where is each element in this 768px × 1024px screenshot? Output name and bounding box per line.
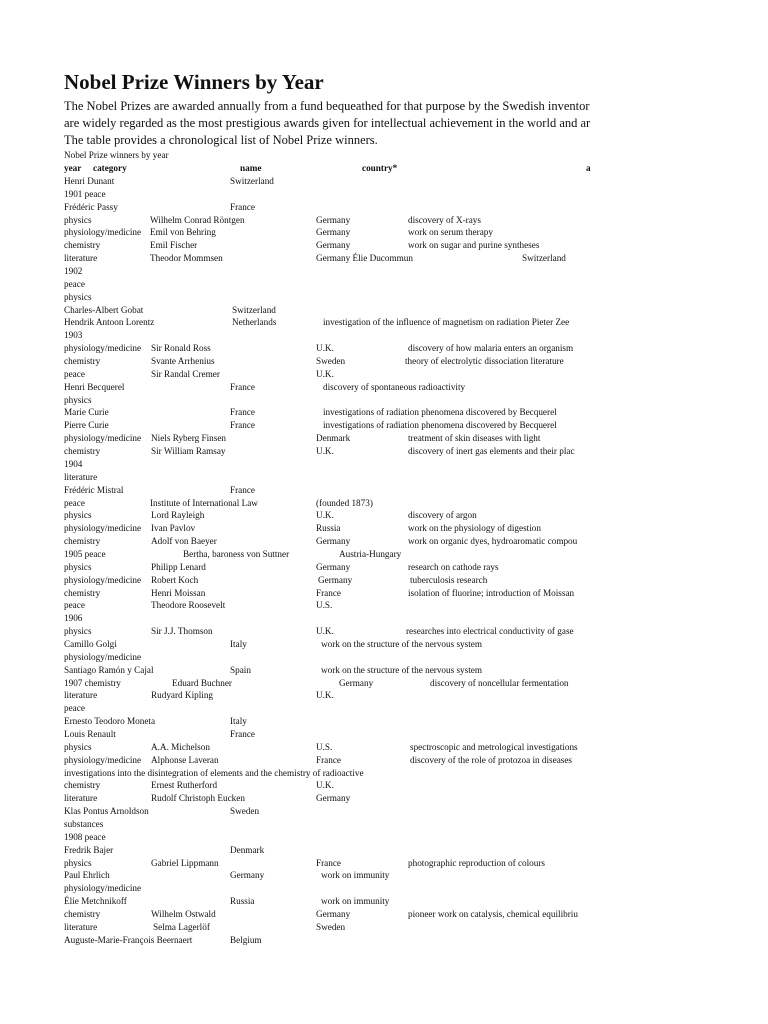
row-33-cell-1: Theodore Roosevelt bbox=[151, 600, 226, 611]
row-52-cell-1: Denmark bbox=[230, 844, 265, 855]
row-26-cell-2: U.K. bbox=[316, 510, 334, 521]
row-45-cell-1: Alphonse Laveran bbox=[151, 754, 219, 765]
row-7-cell-0: 1902 bbox=[64, 266, 83, 277]
row-53-cell-0: physics bbox=[64, 857, 92, 868]
row-57-cell-3: pioneer work on catalysis, chemical equilibriu bbox=[408, 909, 578, 920]
row-4-cell-0: physiology/medicine bbox=[64, 227, 142, 238]
row-13-cell-2: U.K. bbox=[316, 343, 334, 354]
row-5-cell-0: chemistry bbox=[64, 240, 101, 251]
row-17-cell-0: physics bbox=[64, 394, 92, 405]
row-39-cell-3: discovery of noncellular fermentation bbox=[430, 677, 569, 688]
row-5-cell-3: work on sugar and purine syntheses bbox=[408, 240, 540, 251]
row-28-cell-1: Adolf von Baeyer bbox=[151, 536, 217, 547]
row-24-cell-0: Frédéric Mistral bbox=[64, 484, 124, 495]
row-55-cell-0: physiology/medicine bbox=[64, 883, 142, 894]
row-26-cell-3: discovery of argon bbox=[408, 510, 477, 521]
row-39-cell-2: Germany bbox=[339, 677, 374, 688]
row-44-cell-1: A.A. Michelson bbox=[151, 741, 210, 752]
row-18-cell-0: Marie Curie bbox=[64, 407, 109, 418]
row-30-cell-1: Philipp Lenard bbox=[151, 561, 206, 572]
row-50-cell-0: substances bbox=[64, 819, 104, 829]
row-48-cell-0: literature bbox=[64, 793, 98, 804]
row-13-cell-0: physiology/medicine bbox=[64, 343, 142, 354]
row-38-cell-2: work on the structure of the nervous system bbox=[321, 664, 483, 675]
row-53-cell-2: France bbox=[316, 857, 341, 868]
row-47-cell-2: U.K. bbox=[316, 780, 334, 791]
row-25-cell-0: peace bbox=[64, 497, 85, 508]
row-31-cell-1: Robert Koch bbox=[151, 574, 199, 585]
row-19-cell-2: investigations of radiation phenomena discovered by Becquerel bbox=[323, 420, 557, 431]
row-36-cell-1: Italy bbox=[230, 638, 247, 649]
row-10-cell-0: Charles-Albert Gobat bbox=[64, 304, 144, 315]
row-57-cell-1: Wilhelm Ostwald bbox=[151, 909, 216, 920]
table-header-3: country* bbox=[362, 163, 398, 173]
row-25-cell-2: (founded 1873) bbox=[316, 497, 373, 508]
row-15-cell-0: peace bbox=[64, 368, 85, 379]
row-25-cell-1: Institute of International Law bbox=[150, 497, 258, 508]
row-51-cell-0: 1908 peace bbox=[64, 831, 106, 842]
row-43-cell-0: Louis Renault bbox=[64, 728, 116, 739]
row-31-cell-2: Germany bbox=[318, 574, 353, 585]
row-18-cell-2: investigations of radiation phenomena discovered by Becquerel bbox=[323, 407, 557, 418]
row-36-cell-2: work on the structure of the nervous system bbox=[321, 638, 483, 649]
row-28-cell-3: work on organic dyes, hydroaromatic compou bbox=[408, 536, 578, 547]
row-58-cell-2: Sweden bbox=[316, 921, 346, 932]
row-14-cell-2: Sweden bbox=[316, 356, 346, 367]
row-19-cell-0: Pierre Curie bbox=[64, 420, 109, 431]
row-47-cell-0: chemistry bbox=[64, 780, 101, 791]
row-31-cell-3: tuberculosis research bbox=[410, 574, 488, 585]
row-57-cell-0: chemistry bbox=[64, 909, 101, 920]
row-30-cell-3: research on cathode rays bbox=[408, 561, 499, 572]
row-29-cell-0: 1905 peace bbox=[64, 548, 106, 559]
row-30-cell-2: Germany bbox=[316, 561, 351, 572]
row-29-cell-1: Bertha, baroness von Suttner bbox=[183, 548, 290, 559]
row-44-cell-2: U.S. bbox=[316, 741, 333, 752]
row-42-cell-0: Ernesto Teodoro Moneta bbox=[64, 716, 156, 727]
row-26-cell-1: Lord Rayleigh bbox=[151, 510, 205, 521]
row-54-cell-2: work on immunity bbox=[321, 870, 390, 881]
row-36-cell-0: Camillo Golgi bbox=[64, 638, 117, 649]
row-57-cell-2: Germany bbox=[316, 909, 351, 920]
row-58-cell-0: literature bbox=[64, 921, 98, 932]
intro-line-2: are widely regarded as the most prestigious awards given for intellectual achievement in the world and ar bbox=[64, 116, 591, 130]
row-3-cell-1: Wilhelm Conrad Röntgen bbox=[150, 214, 245, 225]
row-45-cell-2: France bbox=[316, 754, 341, 765]
row-58-cell-1: Selma Lagerlöf bbox=[153, 921, 210, 932]
row-38-cell-0: Santiago Ramón y Cajal bbox=[64, 664, 154, 675]
page-title: Nobel Prize Winners by Year bbox=[64, 70, 324, 94]
row-40-cell-0: literature bbox=[64, 690, 98, 701]
row-21-cell-1: Sir William Ramsay bbox=[151, 446, 226, 457]
row-0-cell-1: Switzerland bbox=[230, 176, 274, 186]
row-49-cell-0: Klas Pontus Arnoldson bbox=[64, 806, 149, 817]
row-59-cell-1: Belgium bbox=[230, 934, 262, 945]
row-59-cell-0: Auguste-Marie-François Beernaert bbox=[64, 934, 193, 945]
row-5-cell-1: Emil Fischer bbox=[150, 240, 198, 251]
row-40-cell-1: Rudyard Kipling bbox=[151, 690, 214, 701]
row-33-cell-0: peace bbox=[64, 600, 85, 611]
row-9-cell-0: physics bbox=[64, 291, 92, 302]
row-53-cell-3: photographic reproduction of colours bbox=[408, 857, 546, 868]
row-11-cell-2: investigation of the influence of magnetism on radiation Pieter Zee bbox=[323, 317, 570, 328]
row-3-cell-3: discovery of X-rays bbox=[408, 214, 481, 225]
row-46-cell-0: investigations into the disintegration of elements and the chemistry of radioactive bbox=[64, 767, 364, 778]
row-12-cell-0: 1903 bbox=[64, 330, 83, 341]
table-header-4: a bbox=[586, 163, 591, 173]
row-26-cell-0: physics bbox=[64, 510, 92, 521]
row-22-cell-0: 1904 bbox=[64, 458, 83, 469]
row-28-cell-0: chemistry bbox=[64, 536, 101, 547]
row-31-cell-0: physiology/medicine bbox=[64, 574, 142, 585]
row-37-cell-0: physiology/medicine bbox=[64, 651, 142, 662]
row-44-cell-3: spectroscopic and metrological investigations bbox=[410, 741, 578, 752]
row-1-cell-0: 1901 peace bbox=[64, 188, 106, 199]
row-8-cell-0: peace bbox=[64, 278, 85, 289]
row-32-cell-0: chemistry bbox=[64, 587, 101, 598]
row-48-cell-2: Germany bbox=[316, 793, 351, 804]
row-32-cell-1: Henri Moissan bbox=[151, 587, 206, 598]
row-27-cell-1: Ivan Pavlov bbox=[151, 523, 196, 534]
table-header-1: category bbox=[93, 163, 127, 173]
row-42-cell-1: Italy bbox=[230, 716, 247, 727]
row-16-cell-0: Henri Becquerel bbox=[64, 381, 125, 392]
row-35-cell-3: researches into electrical conductivity of gase bbox=[406, 626, 574, 637]
row-6-cell-1: Theodor Mommsen bbox=[150, 253, 223, 264]
row-6-cell-2: Germany Élie Ducommun bbox=[316, 253, 413, 264]
row-13-cell-3: discovery of how malaria enters an organism bbox=[408, 343, 574, 354]
row-35-cell-0: physics bbox=[64, 626, 92, 637]
row-49-cell-1: Sweden bbox=[230, 806, 260, 817]
row-27-cell-3: work on the physiology of digestion bbox=[408, 523, 541, 534]
row-27-cell-0: physiology/medicine bbox=[64, 523, 142, 534]
row-32-cell-2: France bbox=[316, 587, 341, 598]
row-47-cell-1: Ernest Rutherford bbox=[151, 780, 218, 791]
row-39-cell-1: Eduard Buchner bbox=[172, 677, 232, 688]
row-56-cell-1: Russia bbox=[230, 896, 255, 907]
row-44-cell-0: physics bbox=[64, 741, 92, 752]
row-5-cell-2: Germany bbox=[316, 240, 351, 251]
row-54-cell-1: Germany bbox=[230, 870, 265, 881]
row-38-cell-1: Spain bbox=[230, 664, 251, 675]
row-32-cell-3: isolation of fluorine; introduction of Moissan bbox=[408, 587, 575, 598]
row-43-cell-1: France bbox=[230, 728, 255, 739]
row-21-cell-2: U.K. bbox=[316, 446, 334, 457]
row-23-cell-0: literature bbox=[64, 471, 98, 482]
row-10-cell-1: Switzerland bbox=[232, 304, 276, 315]
row-15-cell-1: Sir Randal Cremer bbox=[151, 368, 220, 379]
row-20-cell-0: physiology/medicine bbox=[64, 433, 142, 444]
row-14-cell-1: Svante Arrhenius bbox=[151, 356, 215, 367]
row-19-cell-1: France bbox=[230, 420, 255, 431]
row-45-cell-0: physiology/medicine bbox=[64, 754, 142, 765]
row-2-cell-0: Frédéric Passy bbox=[64, 201, 118, 212]
row-15-cell-2: U.K. bbox=[316, 368, 334, 379]
row-16-cell-2: discovery of spontaneous radioactivity bbox=[323, 381, 466, 392]
row-18-cell-1: France bbox=[230, 407, 255, 418]
row-27-cell-2: Russia bbox=[316, 523, 341, 534]
row-20-cell-3: treatment of skin diseases with light bbox=[408, 433, 541, 444]
row-0-cell-0: Henri Dunant bbox=[64, 176, 115, 186]
row-3-cell-0: physics bbox=[64, 214, 92, 225]
row-29-cell-2: Austria-Hungary bbox=[339, 548, 402, 559]
row-13-cell-1: Sir Ronald Ross bbox=[151, 343, 211, 354]
row-28-cell-2: Germany bbox=[316, 536, 351, 547]
row-34-cell-0: 1906 bbox=[64, 613, 83, 624]
table-caption: Nobel Prize winners by year bbox=[64, 150, 169, 160]
row-35-cell-1: Sir J.J. Thomson bbox=[151, 626, 213, 637]
row-54-cell-0: Paul Ehrlich bbox=[64, 870, 110, 881]
row-40-cell-2: U.K. bbox=[316, 690, 334, 701]
row-41-cell-0: peace bbox=[64, 703, 85, 714]
row-53-cell-1: Gabriel Lippmann bbox=[151, 857, 219, 868]
row-11-cell-1: Netherlands bbox=[232, 317, 277, 328]
row-21-cell-0: chemistry bbox=[64, 446, 101, 457]
row-24-cell-1: France bbox=[230, 484, 255, 495]
row-4-cell-1: Emil von Behring bbox=[150, 227, 216, 238]
row-20-cell-1: Niels Ryberg Finsen bbox=[151, 433, 227, 444]
row-33-cell-2: U.S. bbox=[316, 600, 333, 611]
row-20-cell-2: Denmark bbox=[316, 433, 351, 444]
row-6-cell-0: literature bbox=[64, 253, 98, 264]
row-56-cell-2: work on immunity bbox=[321, 896, 390, 907]
row-21-cell-3: discovery of inert gas elements and their plac bbox=[408, 446, 575, 457]
row-4-cell-2: Germany bbox=[316, 227, 351, 238]
row-11-cell-0: Hendrik Antoon Lorentz bbox=[64, 317, 155, 328]
row-16-cell-1: France bbox=[230, 381, 255, 392]
row-35-cell-2: U.K. bbox=[316, 626, 334, 637]
table-header-2: name bbox=[240, 163, 262, 173]
row-14-cell-0: chemistry bbox=[64, 356, 101, 367]
table-header-0: year bbox=[64, 163, 82, 173]
row-39-cell-0: 1907 chemistry bbox=[64, 677, 121, 688]
row-45-cell-3: discovery of the role of protozoa in diseases bbox=[410, 754, 573, 765]
row-4-cell-3: work on serum therapy bbox=[408, 227, 493, 238]
row-14-cell-3: theory of electrolytic dissociation literature bbox=[405, 356, 564, 367]
row-48-cell-1: Rudolf Christoph Eucken bbox=[151, 793, 245, 804]
row-3-cell-2: Germany bbox=[316, 214, 351, 225]
row-52-cell-0: Fredrik Bajer bbox=[64, 844, 114, 855]
intro-line-1: The Nobel Prizes are awarded annually from a fund bequeathed for that purpose by the Swedish inventor bbox=[64, 99, 590, 113]
row-6-cell-3: Switzerland bbox=[522, 253, 566, 264]
intro-line-3: The table provides a chronological list of Nobel Prize winners. bbox=[64, 133, 378, 147]
row-2-cell-1: France bbox=[230, 201, 255, 212]
row-30-cell-0: physics bbox=[64, 561, 92, 572]
row-56-cell-0: Élie Metchnikoff bbox=[64, 896, 127, 907]
